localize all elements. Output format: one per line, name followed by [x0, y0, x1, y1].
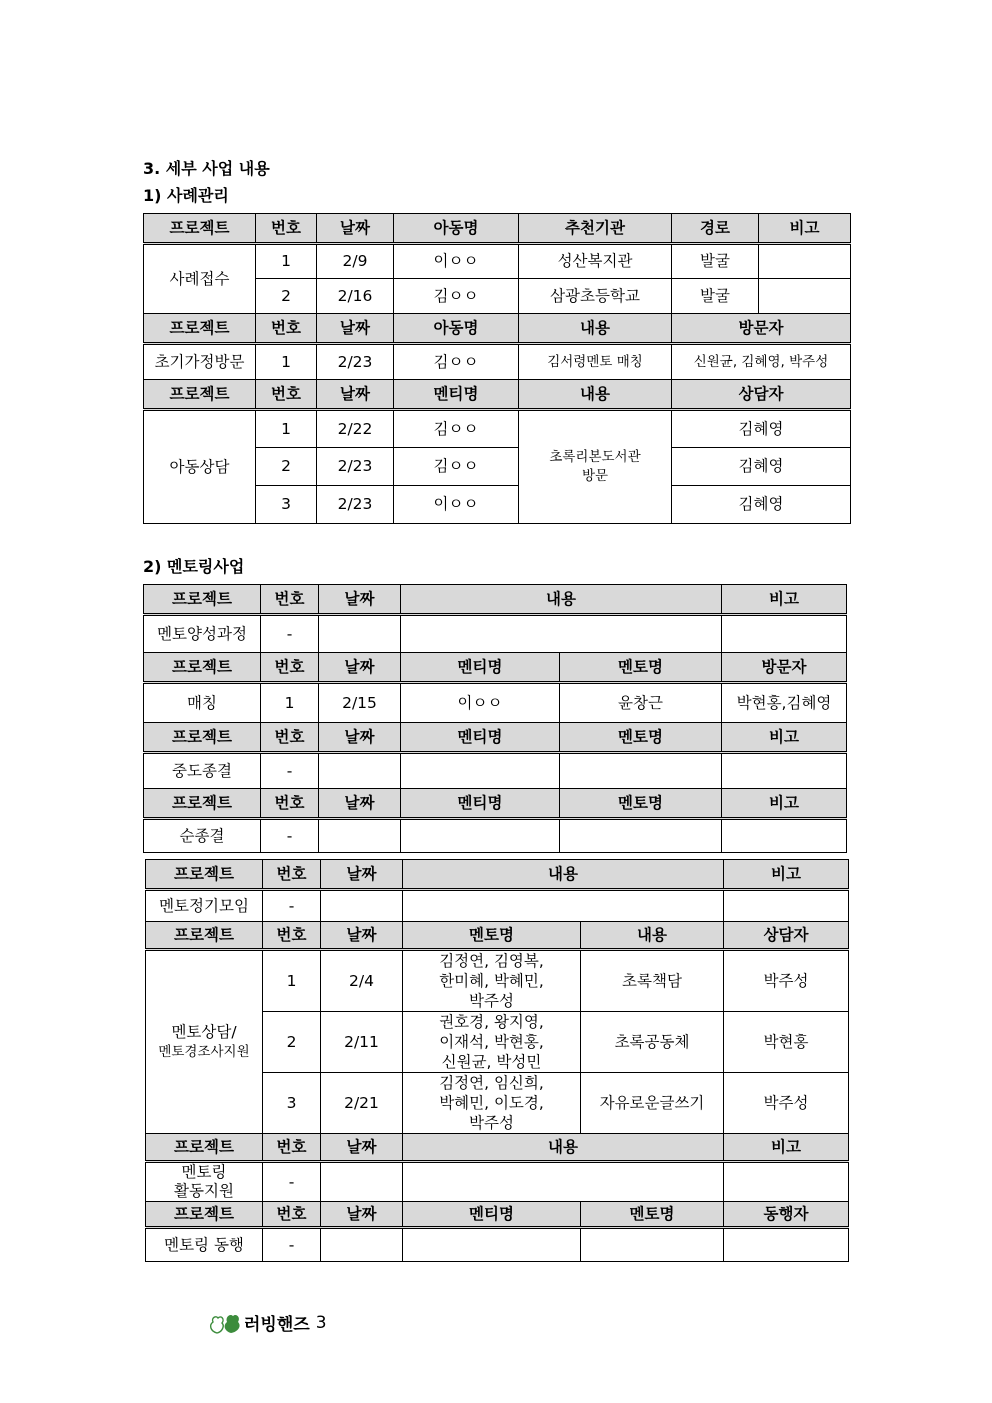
- table-row: 멘토정기모임 -: [146, 890, 849, 922]
- table-row: 아동상담 1 2/22 김ㅇㅇ 초록리본도서관 방문 김혜영: [144, 410, 851, 448]
- table-header-row: 프로젝트 번호 날짜 내용 비고: [146, 1134, 849, 1162]
- page-footer: [208, 1310, 327, 1335]
- table-header-row: 프로젝트 번호 날짜 아동명 추천기관 경로 비고: [144, 214, 851, 244]
- table-row: 멘토링 활동지원 -: [146, 1162, 849, 1202]
- table-header-row: 프로젝트 번호 날짜 멘티명 멘토명 비고: [144, 723, 847, 753]
- table-row: 2 2/23 김ㅇㅇ 김혜영: [144, 448, 851, 486]
- section-title: 3. 세부 사업 내용: [143, 159, 270, 178]
- footer-brand: 러빙핸즈: [244, 1315, 310, 1335]
- case-management-table: [143, 213, 851, 524]
- table-header-row: 프로젝트 번호 날짜 멘토명 내용 상담자: [146, 922, 849, 950]
- table-header-row: 프로젝트 번호 날짜 아동명 내용 방문자: [144, 314, 851, 344]
- table-row: 3 2/23 이ㅇㅇ 김혜영: [144, 486, 851, 524]
- table-row: 멘토링 동행 -: [146, 1228, 849, 1262]
- table-header-row: 프로젝트 번호 날짜 내용 비고: [146, 860, 849, 890]
- table-row: 초기가정방문 1 2/23 김ㅇㅇ 김서령멘토 매칭 신원균, 김혜영, 박주성: [144, 344, 851, 380]
- table-row: 3 2/21 김정연, 임신희, 박혜민, 이도경, 박주성 자유로운글쓰기 박주성: [146, 1073, 849, 1134]
- mentoring-table: [143, 584, 847, 853]
- subsection-case-management: 1) 사례관리: [143, 186, 229, 205]
- table-header-row: 프로젝트 번호 날짜 멘티명 멘토명 비고: [144, 789, 847, 819]
- table-header-row: 프로젝트 번호 날짜 멘티명 내용 상담자: [144, 380, 851, 410]
- table-row: 멘토양성과정 -: [144, 615, 847, 653]
- table-row: 사례접수 1 2/9 이ㅇㅇ 성산복지관 발굴: [144, 244, 851, 279]
- table-row: 멘토상담/ 멘토경조사지원 1 2/4 김정연, 김영복, 한미혜, 박혜민, 박주성 초록책담 박주성: [146, 950, 849, 1012]
- mentor-support-table: [145, 859, 849, 1262]
- table-row: 2 2/16 김ㅇㅇ 삼광초등학교 발굴: [144, 279, 851, 314]
- page-number: 3: [315, 1312, 327, 1333]
- table-header-row: 프로젝트 번호 날짜 내용 비고: [144, 585, 847, 615]
- table-header-row: 프로젝트 번호 날짜 멘티명 멘토명 방문자: [144, 653, 847, 683]
- subsection-mentoring: 2) 멘토링사업: [143, 557, 245, 576]
- table-row: 중도종결 -: [144, 753, 847, 789]
- table-header-row: 프로젝트 번호 날짜 멘티명 멘토명 동행자: [146, 1202, 849, 1228]
- table-row: 순종결 -: [144, 819, 847, 853]
- loving-hands-logo-icon: [208, 1311, 242, 1335]
- table-row: 매칭 1 2/15 이ㅇㅇ 윤창근 박현홍,김혜영: [144, 683, 847, 723]
- table-row: 2 2/11 권호경, 왕지영, 이재석, 박현홍, 신원균, 박성민 초록공동체 박현홍: [146, 1012, 849, 1073]
